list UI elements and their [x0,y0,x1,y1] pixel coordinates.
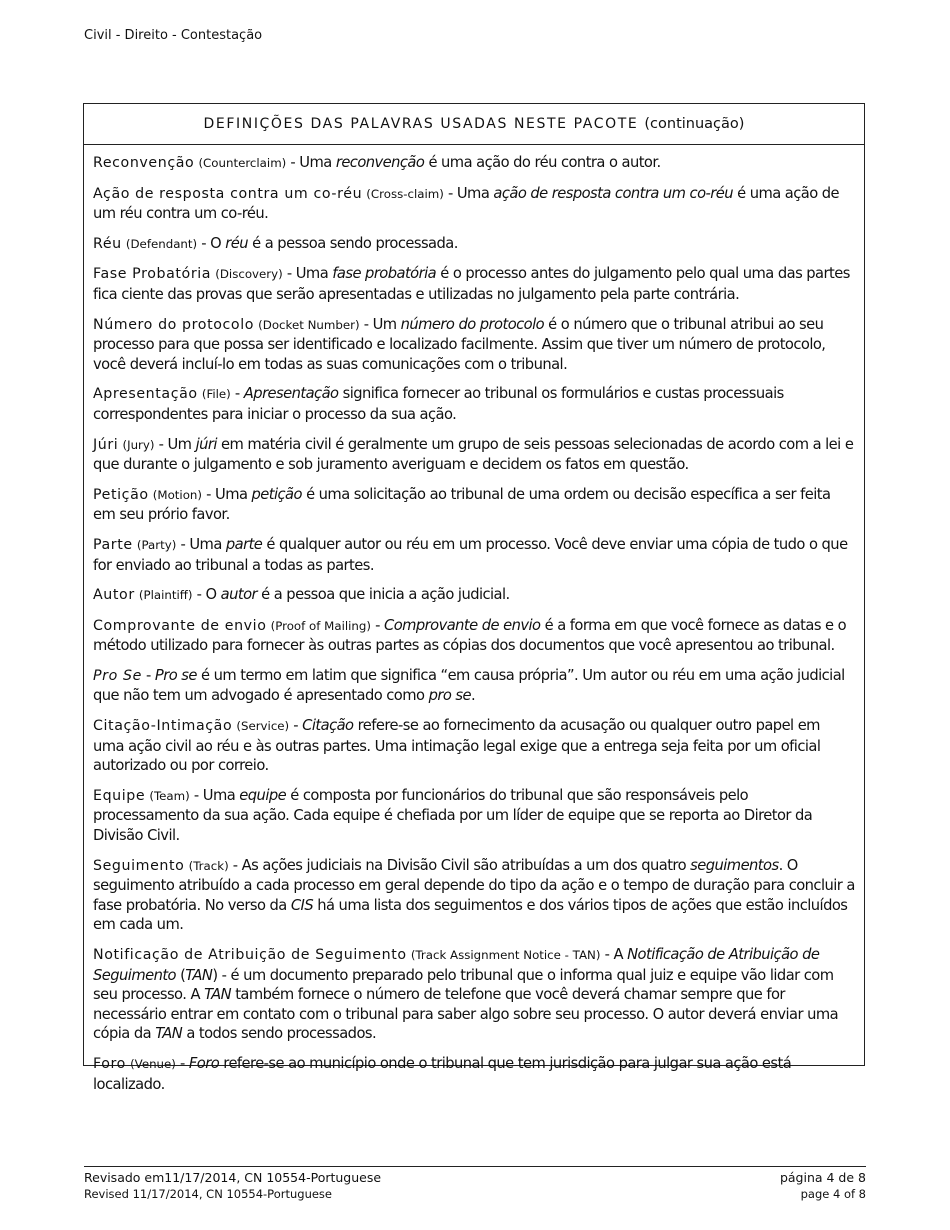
definition-text: é a forma em que você fornece as datas e o método utilizado para fornecer às outras partes as cópias dos documentos que você apresentou ao tribunal. [93,616,847,655]
definition-emphasis: fase probatória [332,265,437,283]
definition-text: ( [175,966,186,984]
definition-entry [93,184,855,224]
definition-separator: - [202,485,215,503]
footer-page-pt: página 4 de 8 [779,1170,866,1185]
definition-emphasis: júri [195,435,217,453]
definition-separator: - [175,1054,189,1072]
title-suffix: (continuação) [644,116,745,132]
definition-entry [93,264,855,304]
definition-separator: - [600,946,614,963]
definition-text: ) - é um documento preparado pelo tribunal que o informa qual juiz e equipe vão lidar com seu processo. A [93,966,834,1004]
definition-emphasis: Citação [302,717,354,735]
definition-emphasis: petição [251,485,302,503]
definition-emphasis: autor [220,586,258,604]
definition-entry [93,616,855,656]
definition-emphasis: reconvenção [335,154,425,171]
definition-separator: - [197,234,211,252]
definition-separator: - [228,856,242,874]
definition-entry [93,945,855,1044]
definitions-box [83,103,865,1093]
definition-text: Uma [202,786,240,804]
definition-text: é a pessoa que inicia a ação judicial. [257,586,510,604]
definition-text: refere-se ao município onde o tribunal que tem jurisdição para julgar sua ação está localizado. [93,1054,792,1093]
definition-english: (Track Assignment Notice - TAN) [410,948,601,962]
definition-entry [93,856,855,935]
definition-text: há uma lista dos seguimentos e dos vários tipos de ações que estão incluídos em cada um. [93,896,848,934]
definition-separator: - [443,184,457,202]
definition-text: O [205,586,221,604]
definition-english: (Party) [136,537,177,552]
definition-emphasis: parte [225,535,263,553]
definition-separator: - [370,616,384,634]
definition-emphasis: pro se [428,687,471,705]
definition-text: Uma [299,154,336,171]
definition-english: (Venue) [130,1056,176,1071]
definition-separator: - [141,666,155,684]
definition-term: Petição [93,486,149,503]
definition-text: refere-se ao fornecimento da acusação ou qualquer outro papel em uma ação civil ao réu e às outras partes. Uma intimação legal exige que a entrega seja feita por um oficial autorizado ou por correio. [93,717,821,775]
definition-emphasis: réu [225,234,249,252]
definition-english: (Counterclaim) [198,156,287,170]
definition-text: também fornece o número de telefone que você deverá chamar sempre que for necessário entrar em contato com o tribunal para saber algo sobre seu processo. O autor deverá enviar uma cópia da [93,986,839,1043]
definition-entry [93,485,855,525]
definition-text: O [210,234,226,252]
definition-term: Número do protocolo [93,316,255,333]
definition-text: é o processo antes do julgamento pelo qual uma das partes fica ciente das provas que serão apresentadas e utilizadas no julgamento pela parte contrária. [93,265,850,303]
definition-entry [93,153,855,174]
definition-english: (Jury) [122,437,155,452]
definition-emphasis: Pro se [154,666,197,684]
definition-english: (Service) [236,719,290,734]
definition-emphasis: TAN [185,966,213,984]
definition-emphasis: ação de resposta contra um co-réu [493,184,733,202]
definition-entry [93,384,855,424]
definition-text: Um [372,315,401,333]
title-text: DEFINIÇÕES DAS PALAVRAS USADAS NESTE PACOTE [203,116,639,132]
definition-english: (Team) [149,788,190,803]
definition-term: Equipe [93,787,146,804]
definition-text: é qualquer autor ou réu em um processo. Você deve enviar uma cópia de tudo o que for enviado ao tribunal a todas as partes. [93,535,848,574]
footer-revised-en: Revised 11/17/2014, CN 10554-Portuguese [84,1187,333,1201]
page-header: Civil - Direito - Contestação [84,28,263,43]
definition-text: é uma ação do réu contra o autor. [424,154,661,171]
definition-separator: - [192,586,206,604]
definition-emphasis: Notificação de Atribuição de Seguimento [93,946,820,984]
definitions-list [84,145,864,1094]
definition-separator: - [282,265,296,283]
page-footer [84,1166,866,1202]
definition-text: em matéria civil é geralmente um grupo de seis pessoas selecionadas de acordo com a lei e que durante o julgamento e sob juramento averiguam e decidem os fatos em questão. [93,435,854,474]
definition-text: é a pessoa sendo processada. [248,234,458,252]
definition-entry [93,786,855,846]
definition-text: significa fornecer ao tribunal os formulários e custas processuais correspondentes para iniciar o processo da sua ação. [93,385,784,423]
definition-entry [93,1054,855,1094]
definition-text: é um termo em latim que significa “em causa própria”. Um autor ou réu em uma ação judicial que não tem um advogado é apresentado como [93,666,845,705]
definition-separator: - [359,315,373,333]
definition-text: Uma [215,485,252,503]
definition-term: Notificação de Atribuição de Seguimento [93,947,407,963]
definition-separator: - [286,154,300,171]
definition-term: Citação-Intimação [93,718,233,735]
footer-revised-pt: Revisado em11/17/2014, CN 10554-Portuguese [84,1170,382,1185]
definition-text: Uma [189,535,226,553]
definition-emphasis: equipe [239,786,287,804]
definition-emphasis: seguimentos [690,856,779,874]
definition-text: Uma [456,184,494,202]
definition-english: (Discovery) [215,267,283,282]
definition-term: Reconvenção [93,155,195,171]
footer-page-en: page 4 of 8 [800,1187,866,1201]
definition-separator: - [230,385,244,403]
definition-emphasis: TAN [155,1025,183,1043]
definition-entry [93,716,855,776]
definition-english: (Cross-claim) [366,186,444,201]
definition-term: Pro Se [93,667,142,684]
definition-english: (Track) [188,858,229,873]
definition-separator: - [289,717,303,735]
definition-term: Seguimento [93,857,185,874]
definition-text: Um [167,435,196,453]
definitions-title [84,104,864,145]
definition-term: Parte [93,536,133,553]
definition-term: Júri [93,436,119,453]
definition-separator: - [176,535,190,553]
definition-english: (Plaintiff) [138,588,193,603]
definition-text: é composta por funcionários do tribunal que são responsáveis pelo processamento da sua ação. Cada equipe é chefiada por um líder de equipe que se reporta ao Diretor da Divisão Civil. [93,786,813,845]
definition-entry [93,585,855,606]
definition-term: Réu [93,235,122,252]
definition-text: a todos sendo processados. [182,1025,377,1043]
definition-term: Foro [93,1055,126,1072]
definition-text: é uma solicitação ao tribunal de uma ordem ou decisão específica a ser feita em seu prório favor. [93,485,831,524]
definition-english: (File) [201,387,231,402]
definition-text: Uma [295,265,333,283]
definition-entry [93,234,855,255]
definition-entry [93,435,855,475]
definition-term: Ação de resposta contra um co-réu [93,185,363,202]
definition-english: (Proof of Mailing) [270,618,371,633]
definition-text: As ações judiciais na Divisão Civil são atribuídas a um dos quatro [241,856,691,874]
definition-text: A [613,946,628,963]
definition-english: (Motion) [152,487,202,502]
definition-emphasis: Apresentação [243,385,339,403]
definition-separator: - [189,786,203,804]
definition-english: (Defendant) [125,236,198,251]
definition-emphasis: Comprovante de envio [383,616,541,634]
definition-term: Apresentação [93,386,198,403]
definition-entry [93,666,855,706]
definition-emphasis: Foro [188,1054,220,1072]
definition-entry [93,535,855,575]
definition-emphasis: TAN [204,986,232,1004]
definition-text: é uma ação de um réu contra um co-réu. [93,184,840,223]
definition-text: . O seguimento atribuído a cada processo em geral depende do tipo da ação e o tempo de duração para concluir a fase probatória. No verso da [93,856,855,914]
definition-english: (Docket Number) [258,317,360,332]
definition-separator: - [154,435,168,453]
definition-term: Fase Probatória [93,266,212,283]
definition-text: . [470,687,476,705]
definition-term: Comprovante de envio [93,617,267,634]
definition-entry [93,315,855,375]
definition-emphasis: número do protocolo [400,315,545,333]
definition-text: é o número que o tribunal atribui ao seu processo para que possa ser identificado e localizado facilmente. Assim que tiver um número de protocolo, você deverá incluí-lo em todas as suas comunicações com o tribunal. [93,315,826,373]
definition-term: Autor [93,587,135,604]
definition-emphasis: CIS [290,896,314,914]
